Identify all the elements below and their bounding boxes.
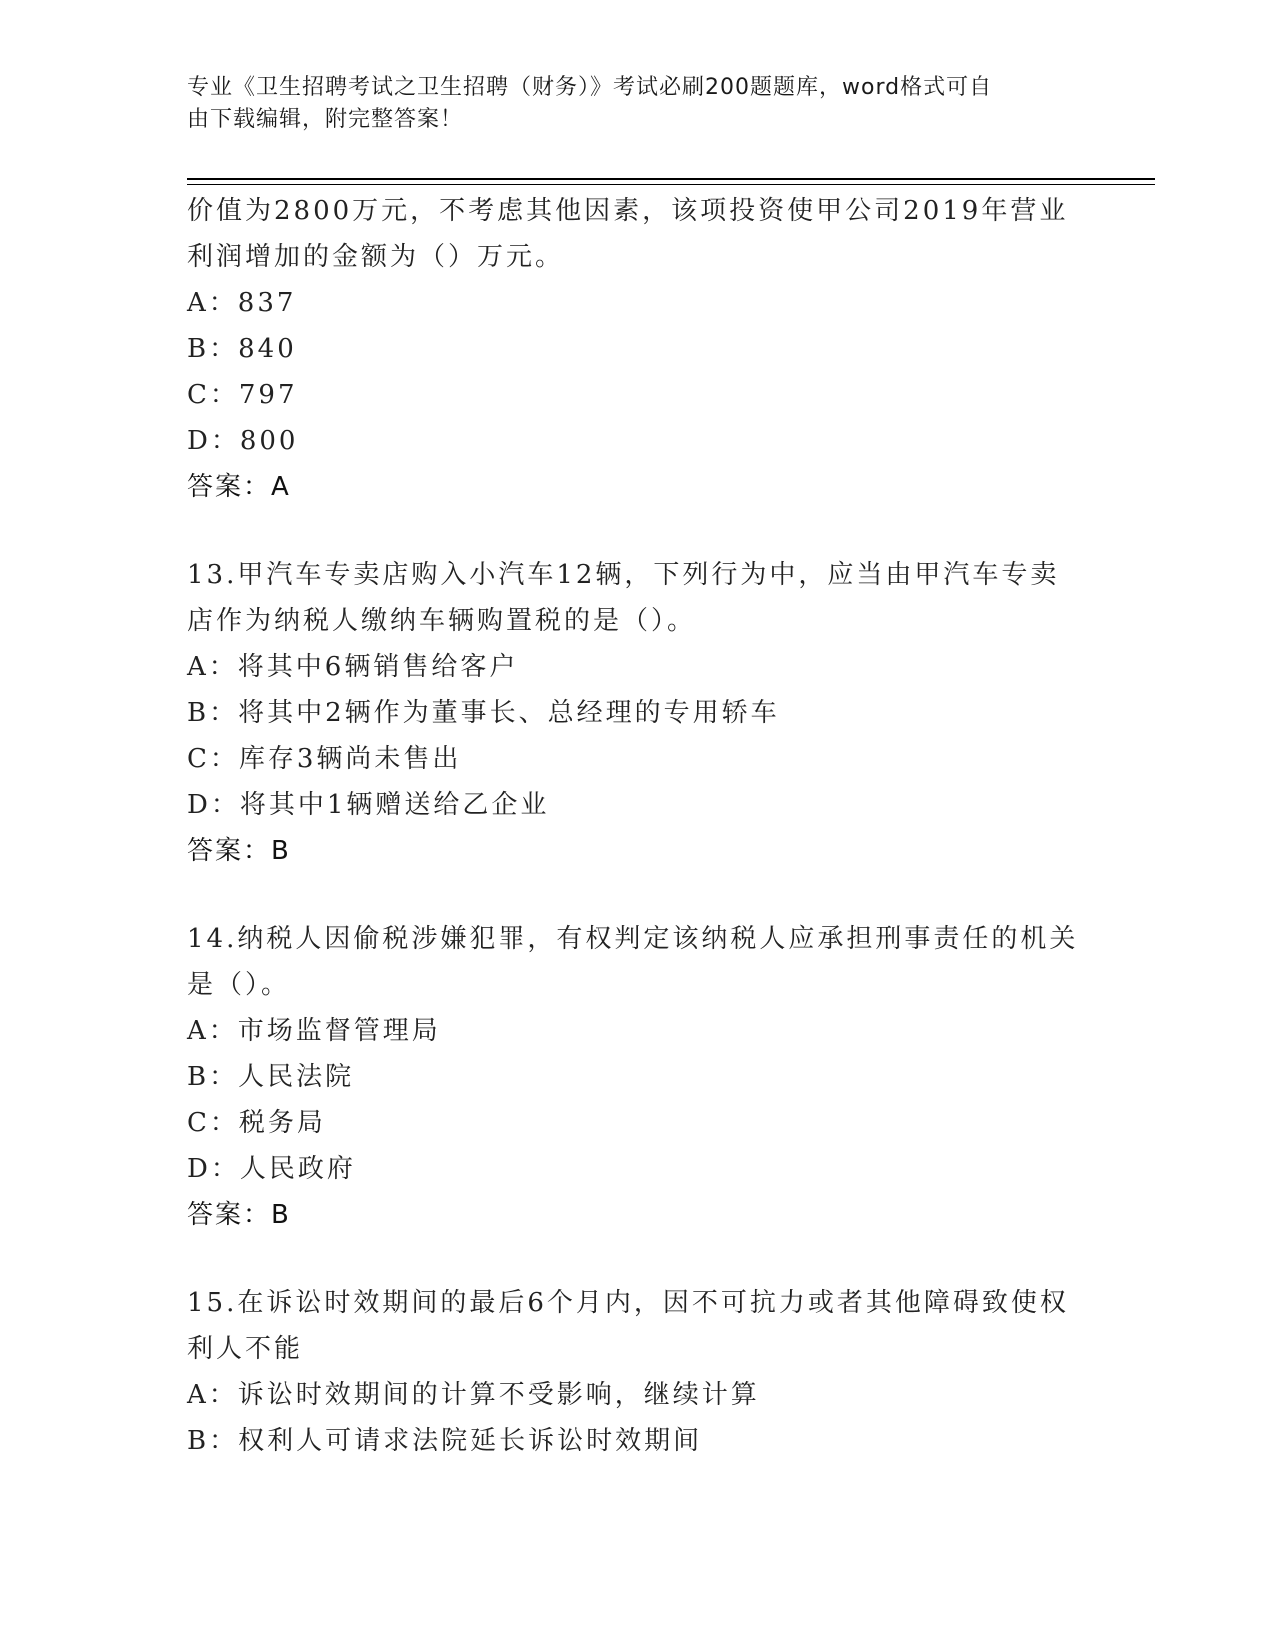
question-content [187, 188, 1079, 1464]
option-d: D：800 [187, 426, 299, 456]
question-stem-line: 是（）。 [187, 970, 291, 1000]
question-stem-line: 13.甲汽车专卖店购入小汽车12辆，下列行为中，应当由甲汽车专卖 [187, 560, 1060, 590]
question-spacer [187, 1238, 1067, 1280]
question-12-continuation [187, 188, 1067, 510]
question-13 [187, 552, 1067, 874]
question-stem-line: 价值为2800万元，不考虑其他因素，该项投资使甲公司2019年营业 [187, 196, 1069, 226]
option-a: A：市场监督管理局 [187, 1016, 441, 1046]
answer-line: 答案：A [187, 472, 291, 502]
header-divider-thick [187, 178, 1155, 180]
option-a: A：将其中6辆销售给客户 [187, 652, 519, 682]
option-c: C：税务局 [187, 1108, 326, 1138]
question-15 [187, 1280, 1067, 1464]
document-header [187, 72, 1067, 136]
header-line-2: 由下载编辑，附完整答案！ [187, 107, 464, 132]
question-stem-line: 利润增加的金额为（）万元。 [187, 242, 565, 272]
option-d: D：将其中1辆赠送给乙企业 [187, 790, 550, 820]
answer-line: 答案：B [187, 1200, 291, 1230]
question-stem-line: 14.纳税人因偷税涉嫌犯罪，有权判定该纳税人应承担刑事责任的机关 [187, 924, 1079, 954]
question-stem-line: 店作为纳税人缴纳车辆购置税的是（）。 [187, 606, 697, 636]
answer-line: 答案：B [187, 836, 291, 866]
option-c: C：797 [187, 380, 298, 410]
question-stem-line: 15.在诉讼时效期间的最后6个月内，因不可抗力或者其他障碍致使权 [187, 1288, 1069, 1318]
header-line-1: 专业《卫生招聘考试之卫生招聘（财务）》考试必刷200题题库，word格式可自 [187, 75, 993, 100]
question-stem-line: 利人不能 [187, 1334, 304, 1364]
question-spacer [187, 510, 1067, 552]
question-14 [187, 916, 1079, 1238]
option-a: A：837 [187, 288, 297, 318]
header-divider-thin [187, 184, 1155, 185]
option-c: C：库存3辆尚未售出 [187, 744, 462, 774]
option-b: B：权利人可请求法院延长诉讼时效期间 [187, 1426, 703, 1456]
question-spacer [187, 874, 1067, 916]
option-b: B：840 [187, 334, 297, 364]
option-b: B：人民法院 [187, 1062, 355, 1092]
option-d: D：人民政府 [187, 1154, 356, 1184]
option-a: A：诉讼时效期间的计算不受影响，继续计算 [187, 1380, 760, 1410]
option-b: B：将其中2辆作为董事长、总经理的专用轿车 [187, 698, 780, 728]
